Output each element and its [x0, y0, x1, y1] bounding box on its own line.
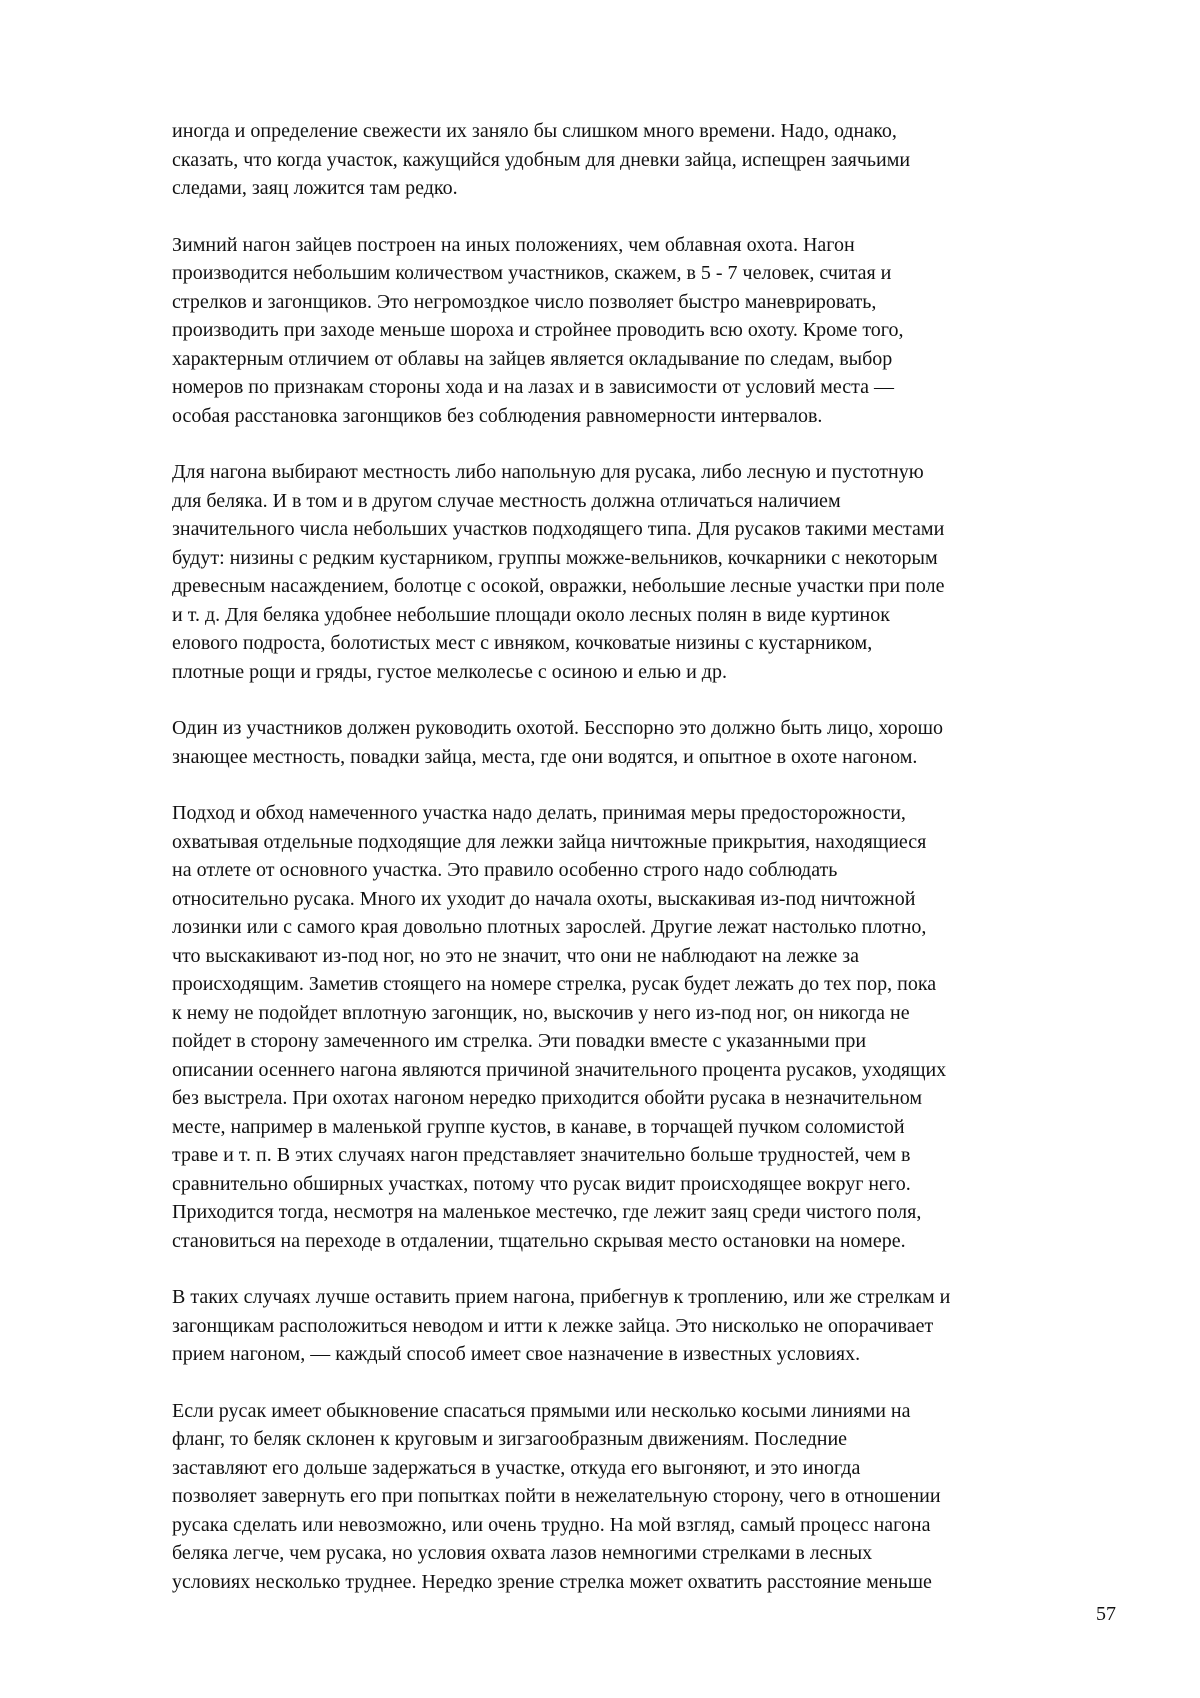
text-line: номеров по признакам стороны хода и на лазах и в зависимости от условий места — — [172, 373, 1122, 402]
text-line: древесным насаждением, болотце с осокой, овражки, небольшие лесные участки при поле — [172, 572, 1122, 601]
text-line: Для нагона выбирают местность либо напольную для русака, либо лесную и пустотную — [172, 458, 1122, 487]
text-line: стрелков и загонщиков. Это негромоздкое число позволяет быстро маневрировать, — [172, 288, 1122, 317]
text-line: Если русак имеет обыкновение спасаться прямыми или несколько косыми линиями на — [172, 1397, 1122, 1426]
paragraph — [172, 1397, 1122, 1597]
text-line: без выстрела. При охотах нагоном нередко приходится обойти русака в незначительном — [172, 1084, 1122, 1113]
text-line: будут: низины с редким кустарником, группы можже-вельников, кочкарники с некоторым — [172, 544, 1122, 573]
text-line: следами, заяц ложится там редко. — [172, 174, 1122, 203]
text-line: условиях несколько труднее. Нередко зрение стрелка может охватить расстояние меньше — [172, 1568, 1122, 1597]
text-line: плотные рощи и гряды, густое мелколесье с осиною и елью и др. — [172, 658, 1122, 687]
text-line: пойдет в сторону замеченного им стрелка. Эти повадки вместе с указанными при — [172, 1027, 1122, 1056]
text-line: иногда и определение свежести их заняло бы слишком много времени. Надо, однако, — [172, 117, 1122, 146]
text-line: производить при заходе меньше шороха и стройнее проводить всю охоту. Кроме того, — [172, 316, 1122, 345]
text-line: елового подроста, болотистых мест с ивняком, кочковатые низины с кустарником, — [172, 629, 1122, 658]
text-line: происходящим. Заметив стоящего на номере стрелка, русак будет лежать до тех пор, пока — [172, 970, 1122, 999]
text-line: месте, например в маленькой группе кустов, в канаве, в торчащей пучком соломистой — [172, 1113, 1122, 1142]
text-line: особая расстановка загонщиков без соблюдения равномерности интервалов. — [172, 402, 1122, 431]
text-line: русака сделать или невозможно, или очень трудно. На мой взгляд, самый процесс нагона — [172, 1511, 1122, 1540]
text-line: охватывая отдельные подходящие для лежки зайца ничтожные прикрытия, находящиеся — [172, 828, 1122, 857]
paragraph — [172, 1283, 1122, 1369]
text-line: для беляка. И в том и в другом случае местность должна отличаться наличием — [172, 487, 1122, 516]
page-number: 57 — [1096, 1603, 1116, 1626]
text-line: Один из участников должен руководить охотой. Бесспорно это должно быть лицо, хорошо — [172, 714, 1122, 743]
paragraph — [172, 458, 1122, 686]
text-line: позволяет завернуть его при попытках пойти в нежелательную сторону, чего в отношении — [172, 1482, 1122, 1511]
text-line: фланг, то беляк склонен к круговым и зигзагообразным движениям. Последние — [172, 1425, 1122, 1454]
text-line: к нему не подойдет вплотную загонщик, но, выскочив у него из-под ног, он никогда не — [172, 999, 1122, 1028]
text-line: беляка легче, чем русака, но условия охвата лазов немногими стрелками в лесных — [172, 1539, 1122, 1568]
text-line: становиться на переходе в отдалении, тщательно скрывая место остановки на номере. — [172, 1227, 1122, 1256]
text-line: заставляют его дольше задержаться в участке, откуда его выгоняют, и это иногда — [172, 1454, 1122, 1483]
text-line: сказать, что когда участок, кажущийся удобным для дневки зайца, испещрен заячьими — [172, 146, 1122, 175]
text-line: на отлете от основного участка. Это правило особенно строго надо соблюдать — [172, 856, 1122, 885]
text-line: Приходится тогда, несмотря на маленькое местечко, где лежит заяц среди чистого поля, — [172, 1198, 1122, 1227]
text-line: Подход и обход намеченного участка надо делать, принимая меры предосторожности, — [172, 799, 1122, 828]
text-line: траве и т. п. В этих случаях нагон представляет значительно больше трудностей, чем в — [172, 1141, 1122, 1170]
document-page — [0, 0, 1200, 1698]
text-line: загонщикам расположиться неводом и итти к лежке зайца. Это нисколько не опорачивает — [172, 1312, 1122, 1341]
text-line: и т. д. Для беляка удобнее небольшие площади около лесных полян в виде куртинок — [172, 601, 1122, 630]
paragraph — [172, 117, 1122, 203]
text-line: лозинки или с самого края довольно плотных зарослей. Другие лежат настолько плотно, — [172, 913, 1122, 942]
text-line: производится небольшим количеством участников, скажем, в 5 - 7 человек, считая и — [172, 259, 1122, 288]
text-line: Зимний нагон зайцев построен на иных положениях, чем облавная охота. Нагон — [172, 231, 1122, 260]
text-line: относительно русака. Много их уходит до начала охоты, выскакивая из-под ничтожной — [172, 885, 1122, 914]
text-line: В таких случаях лучше оставить прием нагона, прибегнув к троплению, или же стрелкам и — [172, 1283, 1122, 1312]
paragraph — [172, 714, 1122, 771]
text-line: знающее местность, повадки зайца, места, где они водятся, и опытное в охоте нагоном. — [172, 743, 1122, 772]
paragraph — [172, 231, 1122, 431]
body-text — [172, 117, 1122, 1624]
text-line: прием нагоном, — каждый способ имеет свое назначение в известных условиях. — [172, 1340, 1122, 1369]
text-line: описании осеннего нагона являются причиной значительного процента русаков, уходящих — [172, 1056, 1122, 1085]
text-line: характерным отличием от облавы на зайцев является окладывание по следам, выбор — [172, 345, 1122, 374]
paragraph — [172, 799, 1122, 1255]
text-line: сравнительно обширных участках, потому что русак видит происходящее вокруг него. — [172, 1170, 1122, 1199]
text-line: значительного числа небольших участков подходящего типа. Для русаков такими местами — [172, 515, 1122, 544]
text-line: что выскакивают из-под ног, но это не значит, что они не наблюдают на лежке за — [172, 942, 1122, 971]
